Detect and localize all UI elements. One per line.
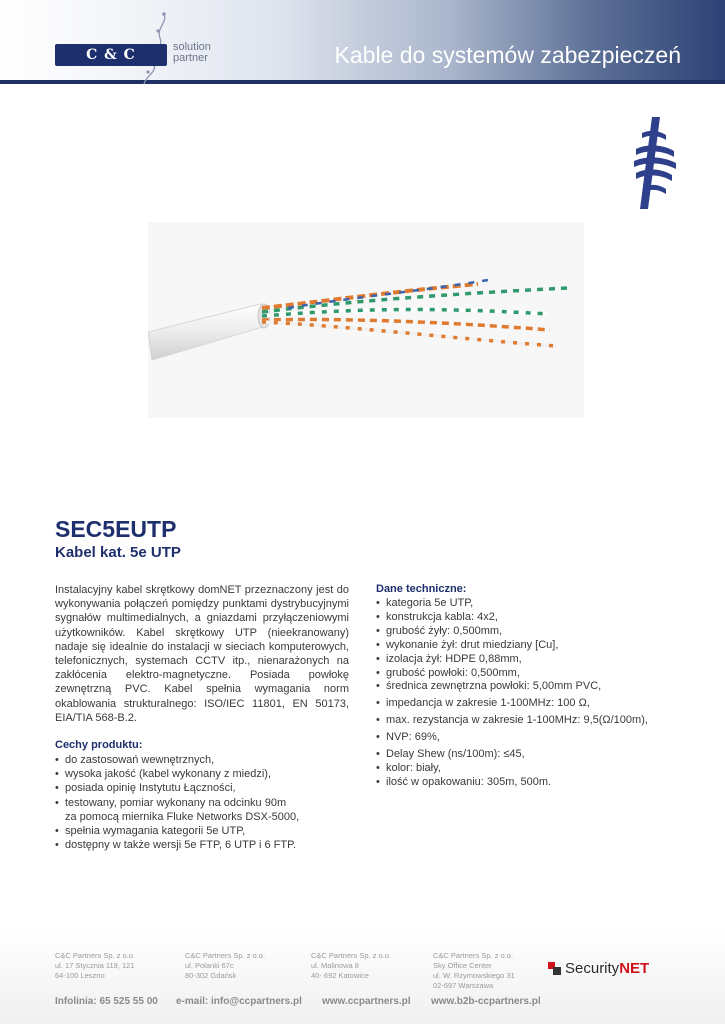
list-item: • wykonanie żył: drut miedziany [Cu], [376, 639, 696, 653]
list-item: • grubość żyły: 0,500mm, [376, 625, 696, 639]
wave-emblem-icon [630, 115, 678, 211]
page-title: Kable do systemów zabezpieczeń [334, 42, 681, 68]
features-heading: Cechy produktu: [55, 739, 143, 751]
office-address-warszawa: C&C Partners Sp. z o.o. Sky Office Center ul. W. Rzymowskiego 31 02-697 Warszawa [433, 951, 515, 990]
list-item: • kolor: biały, [376, 762, 696, 776]
list-item: • impedancja w zakresie 1-100MHz: 100 Ω, [376, 697, 696, 711]
securitynet-mark-icon [548, 962, 561, 975]
logo-tagline: solution partner [173, 41, 211, 64]
list-item: • Delay Shew (ns/100m): ≤45, [376, 748, 696, 762]
website-link[interactable]: www.ccpartners.pl [322, 996, 411, 1007]
list-item: • testowany, pomiar wykonany na odcinku 90m [55, 796, 355, 810]
list-item: • spełnia wymagania kategorii 5e UTP, [55, 824, 355, 838]
list-item: • konstrukcja kabla: 4x2, [376, 611, 696, 625]
header-rule [0, 80, 725, 84]
tech-specs-list [376, 597, 696, 790]
list-item-continuation: za pomocą miernika Fluke Networks DSX-5000, [65, 810, 300, 823]
list-item: • dostępny w także wersji 5e FTP, 6 UTP i 6 FTP. [55, 838, 355, 852]
list-item: • kategoria 5e UTP, [376, 597, 696, 611]
features-list [55, 753, 355, 852]
list-item: • grubość powłoki: 0,500mm, [376, 667, 696, 681]
list-item: • ilość w opakowaniu: 305m, 500m. [376, 776, 696, 790]
email-link[interactable]: e-mail: info@ccpartners.pl [176, 996, 302, 1007]
list-item: • wysoka jakość (kabel wykonany z miedzi), [55, 767, 355, 781]
product-code: SEC5EUTP [55, 516, 177, 542]
list-item: • max. rezystancja w zakresie 1-100MHz: 9,5(Ω/100m), [376, 714, 696, 728]
list-item: • do zastosowań wewnętrznych, [55, 753, 355, 767]
securitynet-logo: Security NET [548, 960, 649, 977]
b2b-website-link[interactable]: www.b2b-ccpartners.pl [431, 996, 541, 1007]
list-item: • NVP: 69%, [376, 731, 696, 745]
tech-heading: Dane techniczne: [376, 583, 467, 595]
list-item: • izolacja żył: HDPE 0,88mm, [376, 653, 696, 667]
office-address-gdansk: C&C Partners Sp. z o.o. ul. Polanki 67c 80-302 Gdańsk [185, 951, 266, 980]
product-subtitle: Kabel kat. 5e UTP [55, 544, 181, 561]
office-address-leszno: C&C Partners Sp. z o.o. ul. 17 Stycznia 119, 121 64-100 Leszno [55, 951, 136, 980]
utp-cable-photo [148, 222, 584, 418]
office-address-katowice: C&C Partners Sp. z o.o. ul. Malinowa 8 40- 692 Katowice [311, 951, 392, 980]
list-item: • posiada opinię Instytutu Łączności, [55, 781, 355, 795]
hotline-text: Infolinia: 65 525 55 00 [55, 996, 158, 1007]
company-logo: C & C [55, 44, 167, 66]
list-item: • średnica zewnętrzna powłoki: 5,00mm PVC, [376, 680, 696, 694]
product-description: Instalacyjny kabel skrętkowy domNET przeznaczony jest do wykonywania połączeń pomiędzy punktami dystrybucyjnymi sygnałów multimedialnych, a gniazdami przyłączeniowymi użytkowników. Kabel skrętkowy UTP (nieekranowany) nadaje się idealnie do instalacji w sieciach komputerowych, telefonicznych, systemach CCTV itp., nienarażonych na zakłócenia elektro-magnetyczne. Posiada powłokę zewnętrzną PVC. Kabel spełnia wymagania norm okablowania strukturalnego: ISO/IEC 11801, EN 50173, EIA/TIA 568-B.2. [55, 584, 349, 724]
